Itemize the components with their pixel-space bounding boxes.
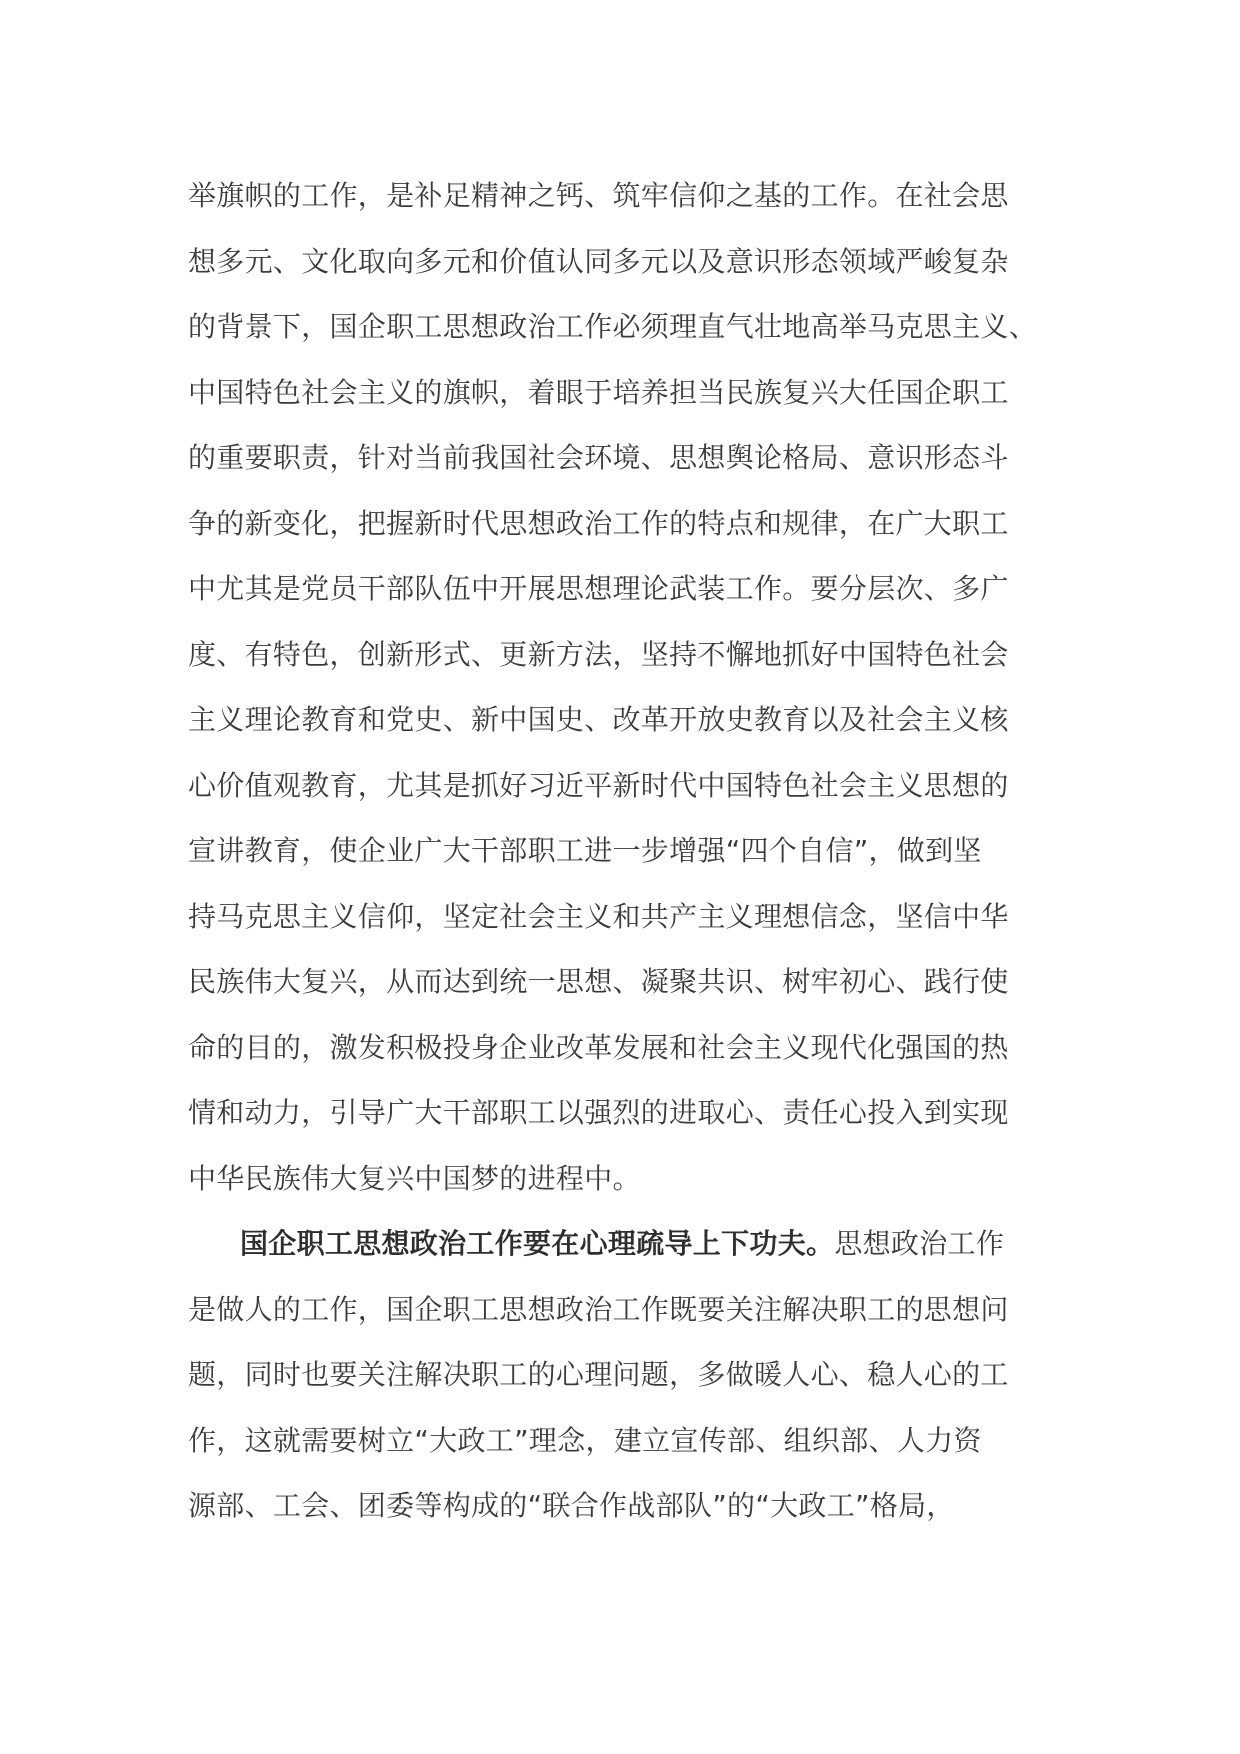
text-line: 心价值观教育，尤其是抓好习近平新时代中国特色社会主义思想的 xyxy=(188,768,1009,802)
text-line: 中尤其是党员干部队伍中开展思想理论武装工作。要分层次、多广 xyxy=(188,572,1009,605)
text-line: 源部、工会、团委等构成的“联合作战部队”的“大政工”格局， xyxy=(188,1489,955,1522)
paragraph-2 xyxy=(188,1216,1048,1544)
paragraph-heading: 国企职工思想政治工作要在心理疏导上下功夫。 xyxy=(240,1227,835,1260)
text-line: 情和动力，引导广大干部职工以强烈的进取心、责任心投入到实现 xyxy=(188,1096,1009,1129)
text-line: 宣讲教育，使企业广大干部职工进一步增强“四个自信”，做到坚 xyxy=(188,834,982,867)
document-body xyxy=(188,168,1048,1544)
text-line: 争的新变化，把握新时代思想政治工作的特点和规律，在广大职工 xyxy=(188,506,1009,540)
text-line: 的背景下，国企职工思想政治工作必须理直气壮地高举马克思主义、 xyxy=(188,310,1038,343)
paragraph-first-line xyxy=(188,1216,1048,1282)
text-line: 命的目的，激发积极投身企业改革发展和社会主义现代化强国的热 xyxy=(188,1030,1009,1064)
text-line: 是做人的工作，国企职工思想政治工作既要关注解决职工的思想问 xyxy=(188,1292,1009,1326)
text-line: 中华民族伟大复兴中国梦的进程中。 xyxy=(188,1161,641,1195)
text-line: 中国特色社会主义的旗帜，着眼于培养担当民族复兴大任国企职工 xyxy=(188,375,1009,409)
text-line: 度、有特色，创新形式、更新方法，坚持不懈地抓好中国特色社会 xyxy=(188,637,1009,671)
text-line: 题，同时也要关注解决职工的心理问题，多做暖人心、稳人心的工 xyxy=(188,1358,1009,1391)
text-line: 举旗帜的工作，是补足精神之钙、筑牢信仰之基的工作。在社会思 xyxy=(188,179,1009,212)
text-line: 想多元、文化取向多元和价值认同多元以及意识形态领域严峻复杂 xyxy=(188,244,1009,278)
paragraph-1 xyxy=(188,168,1048,1216)
text-span: 思想政治工作 xyxy=(834,1227,1005,1260)
text-line: 作，这就需要树立“大政工”理念，建立宣传部、组织部、人力资 xyxy=(188,1423,982,1457)
text-line: 主义理论教育和党史、新中国史、改革开放史教育以及社会主义核 xyxy=(188,703,1009,736)
text-line: 的重要职责，针对当前我国社会环境、思想舆论格局、意识形态斗 xyxy=(188,441,1009,474)
text-line: 民族伟大复兴，从而达到统一思想、凝聚共识、树牢初心、践行使 xyxy=(188,965,1009,998)
text-line: 持马克思主义信仰，坚定社会主义和共产主义理想信念，坚信中华 xyxy=(188,899,1009,933)
